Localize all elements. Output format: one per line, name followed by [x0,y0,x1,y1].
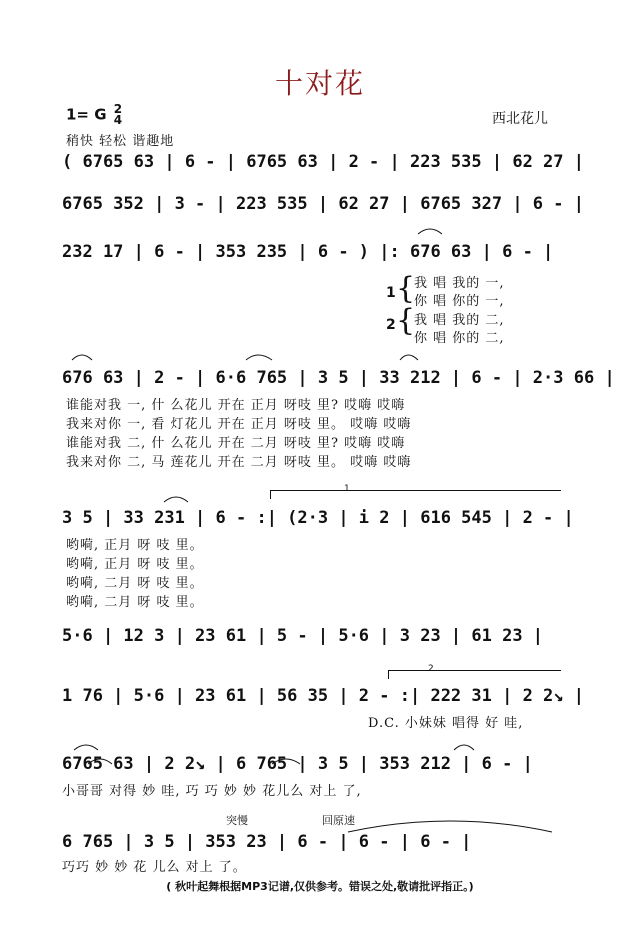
verse-lyric: 我 唱 我的 二, [414,313,505,328]
verse-lyric: 你 唱 你的 一, [414,294,505,309]
score-line-4: 676 63 | 2 - | 6·6 765 | 3 5 | 33 212 | 6 - | 2·3 66 | [62,368,615,388]
verse-number: 2 [386,317,396,333]
score-line-6: 5·6 | 12 3 | 23 61 | 5 - | 5·6 | 3 23 | 61 23 | [62,626,544,646]
verse-brace: { [396,303,416,338]
score-line-2: 6765 352 | 3 - | 223 535 | 62 27 | 6765 327 | 6 - | [62,194,584,214]
footer-note: ( 秋叶起舞根据MP3记谱,仅供参考。错误之处,敬请批评指正。) [166,880,474,893]
score-line-8: 6765 63 | 2 2↘ | 6 765 | 3 5 | 353 212 | 6 - | [62,754,533,774]
lyric-row: 哟嗬, 正月 呀 吱 里。 [66,557,204,572]
tempo-marking: 稍快 轻松 谐趣地 [66,134,175,149]
volta-number: 1 [344,484,350,494]
lyric-row: 谁能对我 一, 什 么花儿 开在 正月 呀吱 里? 哎嗨 哎嗨 [66,398,406,413]
verse-number: 1 [386,285,396,301]
genre-label: 西北花儿 [492,111,548,127]
score-line-7: 1 76 | 5·6 | 23 61 | 56 35 | 2 - :| 222 31 | 2 2↘ | [62,686,584,706]
verse-lyric: 我 唱 我的 一, [414,276,505,291]
tempo-change-slow: 突慢 [226,814,248,827]
lyric-row: 哟嗬, 二月 呀 吱 里。 [66,595,204,610]
lyric-row: 我来对你 二, 马 莲花儿 开在 二月 呀吱 里。 哎嗨 哎嗨 [66,455,412,470]
score-line-5: 3 5 | 33 231 | 6 - :| (2·3 | i 2 | 616 545 | 2 - | [62,508,574,528]
lyric-row: D.C. 小妹妹 唱得 好 哇, [368,716,524,731]
key-label: 1= G [66,105,107,124]
score-line-3: 232 17 | 6 - | 353 235 | 6 - ) |: 676 63 | 6 - | [62,242,554,262]
time-numerator: 2 [113,102,123,116]
verse-brace: { [396,271,416,306]
lyric-row: 我来对你 一, 看 灯花儿 开在 正月 呀吱 里。 哎嗨 哎嗨 [66,417,412,432]
lyric-row: 哟嗬, 正月 呀 吱 里。 [66,538,204,553]
song-title: 十对花 [274,67,365,100]
time-denominator: 4 [113,113,123,127]
verse-lyric: 你 唱 你的 二, [414,331,505,346]
lyric-row: 谁能对我 二, 什 么花儿 开在 二月 呀吱 里? 哎嗨 哎嗨 [66,436,406,451]
score-line-9: 6 765 | 3 5 | 353 23 | 6 - | 6 - | 6 - | [62,832,472,852]
score-line-1: ( 6765 63 | 6 - | 6765 63 | 2 - | 223 535 | 62 27 | [62,152,584,172]
lyric-row: 哟嗬, 二月 呀 吱 里。 [66,576,204,591]
lyric-row: 巧巧 妙 妙 花 儿么 对上 了。 [62,860,247,875]
volta-number: 2 [428,664,434,674]
tempo-change-back: 回原速 [322,814,355,827]
lyric-row: 小哥哥 对得 妙 哇, 巧 巧 妙 妙 花儿么 对上 了, [62,784,362,799]
